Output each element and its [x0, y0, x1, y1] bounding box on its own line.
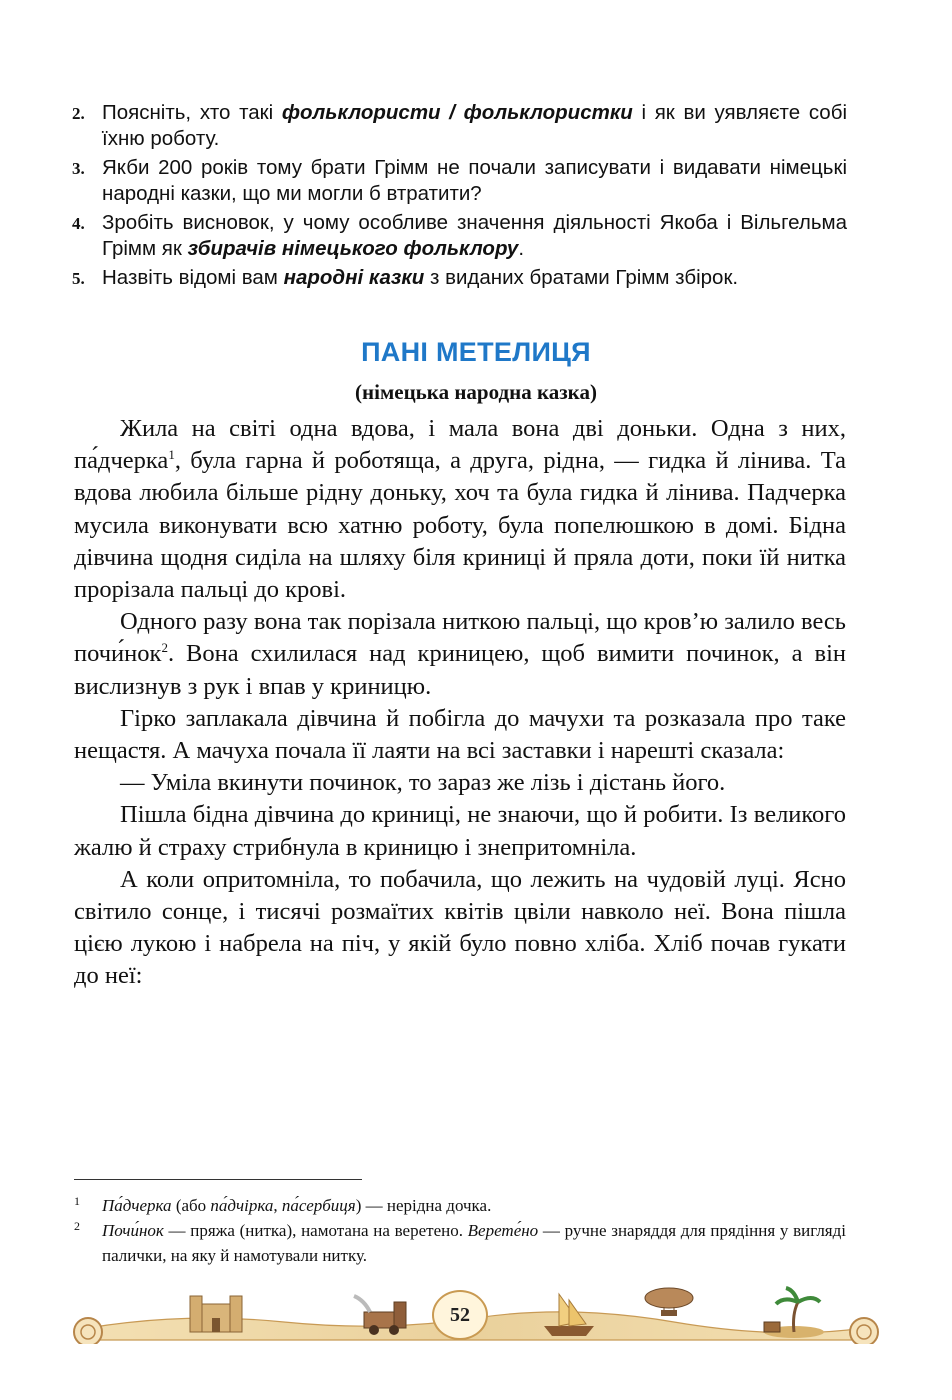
- question-text: Назвіть відомі вам народні казки з виданих братами Грімм збірок.: [102, 266, 739, 289]
- paragraph: Пішла бідна дівчина до криниці, не знаючи, що й робити. Із великого жалю й страху стрибнула в криницю і знепритомніла.: [74, 801, 846, 861]
- castle-icon: [190, 1296, 242, 1332]
- question-text: Зробіть висновок, у чому особливе значення діяльності Якоба і Вільгельма Грімм як збирачів німецького фольклору.: [102, 211, 847, 260]
- question-item: [72, 210, 847, 262]
- footnote-ref[interactable]: 2: [161, 640, 168, 656]
- palm-island-icon: [764, 1288, 824, 1338]
- footnote-ref[interactable]: 1: [168, 447, 175, 463]
- footnote-number: 1: [74, 1194, 80, 1208]
- footnotes: [74, 1193, 846, 1268]
- question-item: [72, 265, 847, 292]
- emphasis: фольклористи / фольклористки: [281, 101, 633, 124]
- footnote: [74, 1193, 846, 1218]
- review-questions: [72, 100, 847, 295]
- footnote-divider: [74, 1179, 362, 1180]
- emphasis: народні казки: [283, 266, 425, 289]
- story-subtitle: (німецька народна казка): [355, 380, 597, 404]
- question-number: 2.: [72, 104, 85, 123]
- footnote: [74, 1218, 846, 1268]
- question-item: [72, 155, 847, 207]
- footnote-text: Почи́нок — пряжа (нитка), намотана на веретено. Верете́но — ручне знаряддя для прядіння у вигляді палички, на яку й намотували нитку.: [102, 1221, 847, 1265]
- airship-icon: [645, 1288, 693, 1316]
- story-text: [74, 413, 846, 993]
- story-title: ПАНІ МЕТЕЛИЦЯ: [361, 337, 591, 367]
- paragraph: А коли опритомніла, то побачила, що лежить на чудовій луці. Ясно світило сонце, і тисячі розмаїтих квітів цвіли навколо неї. Вона пішла цією лукою і набрела на піч, у якій було повно хліба. Хліб почав гукати до неї:: [74, 865, 846, 990]
- question-number: 5.: [72, 269, 85, 288]
- paragraph: Жила на світі одна вдова, і мала вона дві доньки. Одна з них, па́дчерка$^1$, була гарна й роботяща, а друга, рідна, — гидка й лінива. Та вдова любила більше рідну доньку, хоч та була гидка й лінива. Падчерка мусила виконувати всю хатню роботу, була попелюшкою в домі. Бідна дівчина щодня сиділа на шляху біля криниці й пряла доти, поки їй нитка прорізала пальці до крові.: [74, 415, 846, 604]
- emphasis: збирачів німецького фольклору: [187, 237, 519, 260]
- paragraph: — Уміла вкинути починок, то зараз же лізь і дістань його.: [120, 769, 726, 797]
- question-number: 4.: [72, 214, 85, 233]
- question-item: [72, 100, 847, 152]
- question-text: Якби 200 років тому брати Грімм не почали записувати і видавати німецькі народні казки, що ми могли б втратити?: [102, 156, 847, 205]
- footnote-text: Па́дчерка (або па́дчірка, па́сербиця) — нерідна дочка.: [102, 1196, 492, 1215]
- footnote-number: 2: [74, 1219, 80, 1233]
- question-number: 3.: [72, 159, 85, 178]
- page-number: 52: [432, 1290, 488, 1340]
- paragraph: Одного разу вона так порізала ниткою пальці, що кров’ю залило весь почи́нок$^2$. Вона схилилася над криницею, щоб вимити починок, а він вислизнув з рук і впав у криницю.: [74, 608, 846, 700]
- question-text: Поясніть, хто такі фольклористи / фольклористки і як ви уявляєте собі їхню роботу.: [102, 101, 847, 150]
- paragraph: Гірко заплакала дівчина й побігла до мачухи та розказала про таке нещастя. А мачуха почала її лаяти на всі заставки і нарешті сказала:: [74, 704, 846, 765]
